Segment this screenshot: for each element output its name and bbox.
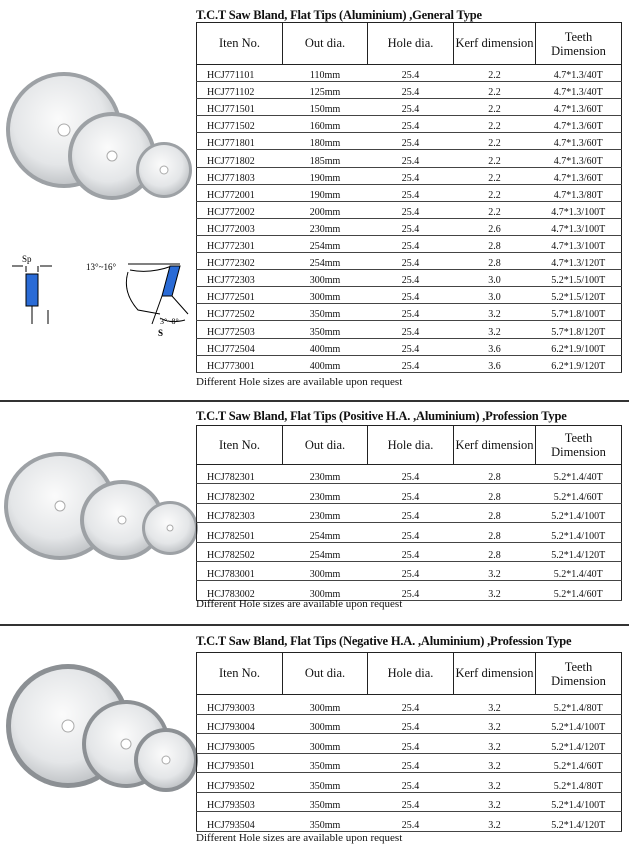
cell-teeth: 6.2*1.9/120T [536,355,622,372]
cell-hole-dia: 25.4 [368,287,454,304]
col-header-hole-dia: Hole dia. [368,653,454,695]
cell-item-no: HCJ771501 [197,99,283,116]
cell-out-dia: 400mm [283,355,368,372]
col-header-item: Iten No. [197,426,283,465]
cell-hole-dia: 25.4 [368,714,454,734]
cell-out-dia: 350mm [283,792,368,812]
cell-out-dia: 230mm [283,465,368,484]
cell-out-dia: 300mm [283,714,368,734]
cell-hole-dia: 25.4 [368,65,454,82]
cell-item-no: HCJ771101 [197,65,283,82]
cell-out-dia: 350mm [283,321,368,338]
cell-teeth: 5.2*1.4/80T [536,695,622,715]
table-row [197,695,622,715]
cell-kerf: 3.0 [454,287,536,304]
cell-kerf: 3.6 [454,338,536,355]
cell-hole-dia: 25.4 [368,82,454,99]
cell-item-no: HCJ793501 [197,753,283,773]
cell-out-dia: 254mm [283,523,368,542]
spec-table [196,652,622,832]
saw-blades-image [2,68,192,218]
cell-teeth: 5.2*1.5/120T [536,287,622,304]
cell-out-dia: 160mm [283,116,368,133]
cell-hole-dia: 25.4 [368,581,454,600]
cell-teeth: 5.7*1.8/120T [536,321,622,338]
cell-teeth: 5.2*1.4/60T [536,581,622,600]
cell-teeth: 5.2*1.4/100T [536,503,622,522]
section-divider [0,624,629,626]
cell-item-no: HCJ793005 [197,734,283,754]
cell-kerf: 2.2 [454,82,536,99]
cell-kerf: 3.2 [454,753,536,773]
cell-teeth: 5.2*1.4/60T [536,753,622,773]
table-row [197,753,622,773]
cell-hole-dia: 25.4 [368,523,454,542]
availability-note: Different Hole sizes are available upon request [196,598,403,610]
cell-out-dia: 230mm [283,218,368,235]
table-row [197,167,622,184]
cell-item-no: HCJ783001 [197,561,283,580]
cell-teeth: 4.7*1.3/120T [536,253,622,270]
cell-out-dia: 180mm [283,133,368,150]
cell-teeth: 4.7*1.3/100T [536,201,622,218]
cell-out-dia: 125mm [283,82,368,99]
cell-item-no: HCJ771102 [197,82,283,99]
cell-item-no: HCJ772001 [197,184,283,201]
cell-hole-dia: 25.4 [368,773,454,793]
cell-item-no: HCJ771802 [197,150,283,167]
cell-out-dia: 254mm [283,542,368,561]
cell-hole-dia: 25.4 [368,218,454,235]
cell-item-no: HCJ782302 [197,484,283,503]
cell-item-no: HCJ772303 [197,270,283,287]
cell-hole-dia: 25.4 [368,695,454,715]
section-divider [0,400,629,402]
cell-out-dia: 300mm [283,270,368,287]
cell-teeth: 4.7*1.3/40T [536,65,622,82]
table-row [197,542,622,561]
cell-item-no: HCJ772502 [197,304,283,321]
cell-out-dia: 300mm [283,695,368,715]
table-row [197,133,622,150]
cell-hole-dia: 25.4 [368,304,454,321]
cell-out-dia: 150mm [283,99,368,116]
table-row [197,465,622,484]
cell-out-dia: 190mm [283,184,368,201]
cell-hole-dia: 25.4 [368,167,454,184]
cell-kerf: 3.2 [454,792,536,812]
cell-kerf: 3.2 [454,714,536,734]
col-header-hole-dia: Hole dia. [368,426,454,465]
table-row [197,270,622,287]
cell-kerf: 3.2 [454,812,536,832]
cell-teeth: 6.2*1.9/100T [536,338,622,355]
cell-item-no: HCJ772301 [197,235,283,252]
cell-teeth: 5.2*1.4/80T [536,773,622,793]
cell-hole-dia: 25.4 [368,99,454,116]
table-row [197,304,622,321]
cell-kerf: 2.8 [454,465,536,484]
cell-kerf: 2.2 [454,99,536,116]
tooth-front-shape [26,274,38,306]
cell-teeth: 4.7*1.3/60T [536,150,622,167]
table-row [197,82,622,99]
col-header-out-dia: Out dia. [283,653,368,695]
section-title: T.C.T Saw Bland, Flat Tips (Aluminium) ,General Type [196,8,482,22]
cell-item-no: HCJ782301 [197,465,283,484]
col-header-kerf: Kerf dimension [454,23,536,65]
table-row [197,561,622,580]
cell-item-no: HCJ772503 [197,321,283,338]
col-header-item: Iten No. [197,653,283,695]
cell-teeth: 5.2*1.4/100T [536,792,622,812]
angle-top-label: 13°~16° [86,262,117,272]
cell-out-dia: 300mm [283,561,368,580]
col-header-kerf: Kerf dimension [454,426,536,465]
cell-teeth: 5.2*1.4/100T [536,523,622,542]
cell-item-no: HCJ771803 [197,167,283,184]
cell-item-no: HCJ783002 [197,581,283,600]
cell-kerf: 3.2 [454,773,536,793]
saw-blades-image [2,448,198,568]
cell-out-dia: 185mm [283,150,368,167]
table-row [197,734,622,754]
cell-hole-dia: 25.4 [368,542,454,561]
table-row [197,523,622,542]
cell-hole-dia: 25.4 [368,355,454,372]
cell-kerf: 2.2 [454,201,536,218]
table-row [197,184,622,201]
cell-teeth: 5.2*1.4/100T [536,714,622,734]
cell-kerf: 2.2 [454,167,536,184]
cell-out-dia: 350mm [283,773,368,793]
col-header-teeth: Teeth Dimension [536,23,622,65]
cell-kerf: 2.2 [454,184,536,201]
table-row [197,321,622,338]
table-row [197,218,622,235]
cell-teeth: 4.7*1.3/100T [536,235,622,252]
cell-item-no: HCJ772003 [197,218,283,235]
table-row [197,773,622,793]
cell-out-dia: 300mm [283,734,368,754]
cell-teeth: 4.7*1.3/80T [536,184,622,201]
cell-out-dia: 200mm [283,201,368,218]
cell-teeth: 5.2*1.4/40T [536,561,622,580]
cell-out-dia: 254mm [283,253,368,270]
table-row [197,287,622,304]
cell-kerf: 3.2 [454,734,536,754]
table-row [197,253,622,270]
table-row [197,503,622,522]
cell-out-dia: 110mm [283,65,368,82]
cell-teeth: 4.7*1.3/40T [536,82,622,99]
cell-hole-dia: 25.4 [368,812,454,832]
cell-out-dia: 400mm [283,338,368,355]
cell-item-no: HCJ782501 [197,523,283,542]
cell-hole-dia: 25.4 [368,484,454,503]
cell-item-no: HCJ793503 [197,792,283,812]
cell-item-no: HCJ773001 [197,355,283,372]
cell-hole-dia: 25.4 [368,201,454,218]
cell-out-dia: 230mm [283,484,368,503]
spec-table [196,22,622,373]
col-header-hole-dia: Hole dia. [368,23,454,65]
cell-hole-dia: 25.4 [368,561,454,580]
cell-teeth: 4.7*1.3/60T [536,133,622,150]
cell-hole-dia: 25.4 [368,116,454,133]
cell-kerf: 3.2 [454,304,536,321]
cell-item-no: HCJ782502 [197,542,283,561]
cell-hole-dia: 25.4 [368,465,454,484]
cell-teeth: 4.7*1.3/60T [536,167,622,184]
cell-out-dia: 300mm [283,287,368,304]
cell-out-dia: 350mm [283,304,368,321]
cell-teeth: 4.7*1.3/60T [536,116,622,133]
cell-kerf: 2.8 [454,235,536,252]
cell-kerf: 3.2 [454,695,536,715]
table-row [197,201,622,218]
cell-teeth: 5.7*1.8/100T [536,304,622,321]
cell-item-no: HCJ772002 [197,201,283,218]
cell-teeth: 5.2*1.4/120T [536,812,622,832]
cell-hole-dia: 25.4 [368,235,454,252]
cell-teeth: 5.2*1.4/120T [536,734,622,754]
cell-hole-dia: 25.4 [368,253,454,270]
cell-kerf: 3.0 [454,270,536,287]
section-title: T.C.T Saw Bland, Flat Tips (Positive H.A. ,Aluminium) ,Profession Type [196,409,567,423]
cell-item-no: HCJ793502 [197,773,283,793]
cell-hole-dia: 25.4 [368,321,454,338]
spec-table [196,425,622,601]
col-header-teeth: Teeth Dimension [536,653,622,695]
cell-hole-dia: 25.4 [368,150,454,167]
availability-note: Different Hole sizes are available upon request [196,832,403,844]
table-row [197,235,622,252]
cell-kerf: 2.8 [454,253,536,270]
cell-kerf: 3.2 [454,581,536,600]
cell-kerf: 2.8 [454,523,536,542]
cell-hole-dia: 25.4 [368,734,454,754]
cell-item-no: HCJ793504 [197,812,283,832]
table-row [197,99,622,116]
cell-hole-dia: 25.4 [368,270,454,287]
cell-out-dia: 190mm [283,167,368,184]
cell-teeth: 4.7*1.3/100T [536,218,622,235]
cell-hole-dia: 25.4 [368,184,454,201]
cell-hole-dia: 25.4 [368,133,454,150]
table-row [197,484,622,503]
cell-kerf: 2.8 [454,484,536,503]
cell-item-no: HCJ772302 [197,253,283,270]
cell-out-dia: 254mm [283,235,368,252]
sp-label: Sp [22,254,32,264]
cell-kerf: 2.8 [454,542,536,561]
cell-item-no: HCJ771801 [197,133,283,150]
availability-note: Different Hole sizes are available upon request [196,376,403,388]
cell-out-dia: 300mm [283,581,368,600]
cell-hole-dia: 25.4 [368,503,454,522]
table-row [197,792,622,812]
tooth-side-shape [162,266,180,296]
cell-hole-dia: 25.4 [368,792,454,812]
cell-kerf: 3.2 [454,561,536,580]
cell-teeth: 5.2*1.4/40T [536,465,622,484]
cell-teeth: 5.2*1.4/120T [536,542,622,561]
cell-teeth: 5.2*1.4/60T [536,484,622,503]
table-row [197,812,622,832]
col-header-out-dia: Out dia. [283,426,368,465]
section-title: T.C.T Saw Bland, Flat Tips (Negative H.A. ,Aluminium) ,Profession Type [196,634,572,648]
cell-item-no: HCJ782303 [197,503,283,522]
cell-kerf: 2.8 [454,503,536,522]
cell-item-no: HCJ793004 [197,714,283,734]
table-row [197,116,622,133]
s-label: S [158,328,164,338]
cell-kerf: 3.2 [454,321,536,338]
table-row [197,65,622,82]
col-header-out-dia: Out dia. [283,23,368,65]
cell-out-dia: 350mm [283,753,368,773]
cell-item-no: HCJ771502 [197,116,283,133]
cell-kerf: 2.6 [454,218,536,235]
table-row [197,150,622,167]
cell-kerf: 2.2 [454,116,536,133]
col-header-kerf: Kerf dimension [454,653,536,695]
cell-teeth: 5.2*1.5/100T [536,270,622,287]
cell-item-no: HCJ793003 [197,695,283,715]
col-header-teeth: Teeth Dimension [536,426,622,465]
cell-kerf: 2.2 [454,150,536,167]
cell-kerf: 3.6 [454,355,536,372]
cell-item-no: HCJ772504 [197,338,283,355]
table-row [197,355,622,372]
saw-blades-image [2,660,198,800]
tooth-profile-diagram [10,252,195,342]
cell-item-no: HCJ772501 [197,287,283,304]
cell-teeth: 4.7*1.3/60T [536,99,622,116]
col-header-item: Iten No. [197,23,283,65]
cell-out-dia: 350mm [283,812,368,832]
angle-bottom-label: 3°~8° [160,317,179,326]
table-row [197,338,622,355]
table-row [197,714,622,734]
cell-hole-dia: 25.4 [368,753,454,773]
cell-hole-dia: 25.4 [368,338,454,355]
cell-out-dia: 230mm [283,503,368,522]
cell-kerf: 2.2 [454,65,536,82]
cell-kerf: 2.2 [454,133,536,150]
